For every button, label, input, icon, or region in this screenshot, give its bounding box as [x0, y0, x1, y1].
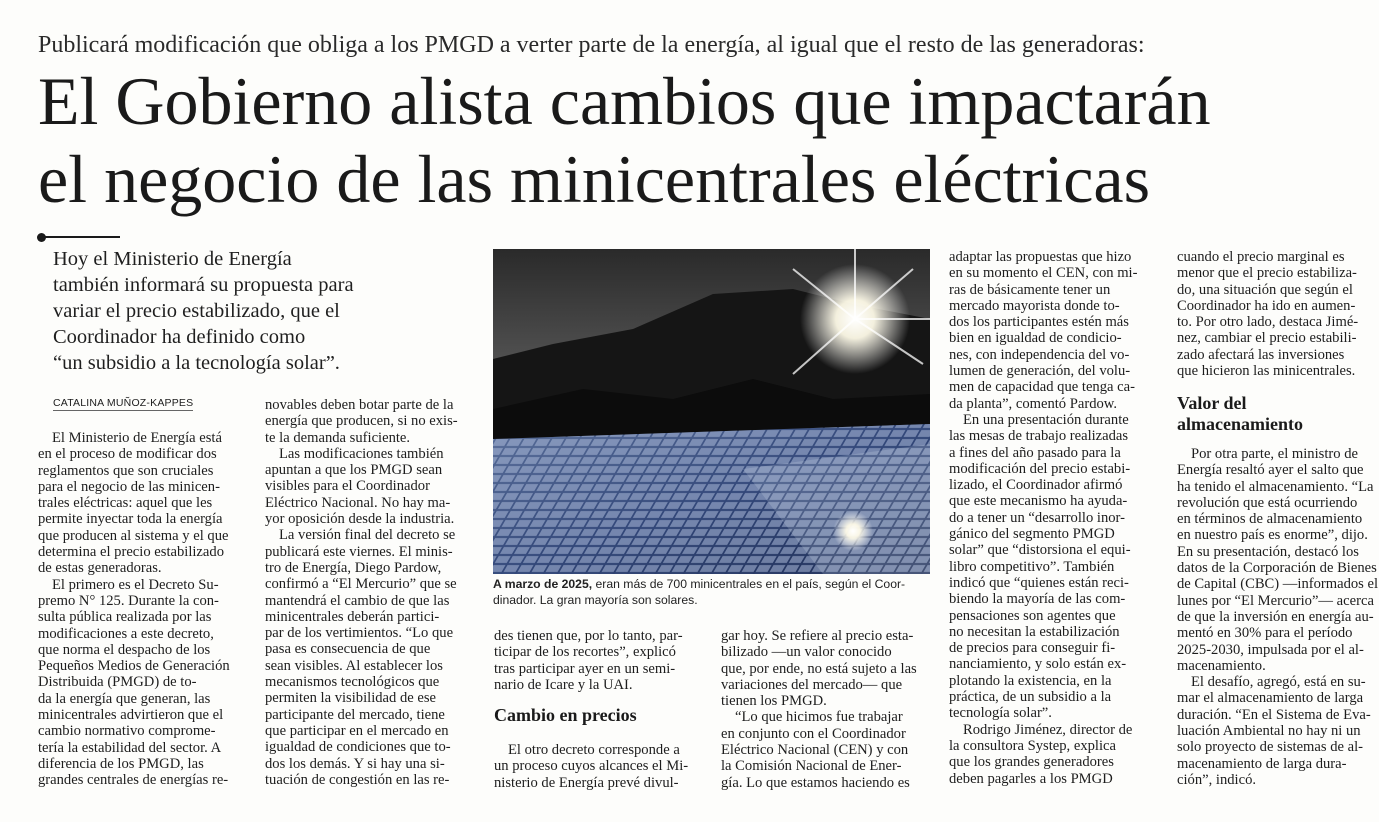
- article-column-3-top: [494, 628, 702, 693]
- article-line: nez, cambiar el precio estabili-: [1177, 330, 1357, 347]
- article-line: tecnología solar”.: [949, 705, 1052, 722]
- article-line: diferencia de los PMGD, las: [38, 755, 204, 772]
- article-line: luación Ambiental no hay ni un: [1177, 723, 1361, 740]
- article-line: datos de la Corporación de Bienes: [1177, 560, 1377, 577]
- article-line: El desafío, agregó, está en su-: [1191, 674, 1366, 691]
- article-line: sulta pública realizada por las: [38, 609, 212, 626]
- article-line: permiten la visibilidad de ese: [265, 690, 437, 707]
- article-line: determina el precio estabilizado: [38, 544, 224, 561]
- article-line: En su presentación, destacó los: [1177, 543, 1359, 560]
- article-line: solo proyecto de sistemas de al-: [1177, 739, 1364, 756]
- article-line: publicará este viernes. El minis-: [265, 543, 453, 560]
- article-line: minicentrales advirtieron que el: [38, 707, 224, 724]
- article-line: ras de básicamente tener un: [949, 281, 1111, 298]
- article-line: revolución que está ocurriendo: [1177, 494, 1358, 511]
- article-line: ticipar de los recortes”, explicó: [494, 644, 676, 661]
- article-line: permite inyectar toda la energía: [38, 511, 223, 528]
- article-line: bilizado —un valor conocido: [721, 644, 892, 661]
- article-line: tienen los PMGD.: [721, 693, 827, 710]
- solar-panels-image: [493, 249, 930, 574]
- article-line: en términos de almacenamiento: [1177, 511, 1363, 528]
- byline: CATALINA MUÑOZ-KAPPES: [53, 397, 194, 409]
- article-line: to. Por otro lado, destaca Jimé-: [1177, 314, 1359, 331]
- article-line: igualdad de condiciones que to-: [265, 739, 451, 756]
- article-line: Pequeños Medios de Generación: [38, 658, 230, 675]
- article-line: par de los vertimientos. “Lo que: [265, 625, 454, 642]
- article-line: Eléctrico Nacional (CEN) y con: [721, 742, 909, 759]
- article-line: las mesas de trabajo realizadas: [949, 428, 1129, 445]
- article-line: 2025-2030, impulsada por el al-: [1177, 641, 1364, 658]
- article-line: El otro decreto corresponde a: [508, 742, 680, 758]
- article-line: un proceso cuyos alcances el Mi-: [494, 758, 689, 775]
- kicker: Publicará modificación que obliga a los PMGD a verter parte de la energía, al igual que el resto de las generadoras:: [38, 32, 1145, 58]
- article-line: confirmó a “El Mercurio” que se: [265, 576, 457, 593]
- article-line: no necesitan la estabilización: [949, 623, 1120, 640]
- article-line: yor oposición desde la industria.: [265, 511, 455, 528]
- article-line: en nuestro país es enorme”, dijo.: [1177, 527, 1368, 544]
- article-line: que producen al sistema y el que: [38, 527, 229, 544]
- article-line: en su momento el CEN, con mi-: [949, 265, 1138, 282]
- article-line: plotando la existencia, en la: [949, 672, 1112, 689]
- article-line: premo N° 125. Durante la con-: [38, 592, 219, 609]
- article-line: do, una situación que según el: [1177, 281, 1353, 298]
- subhead-line: almacenamiento: [1177, 414, 1303, 434]
- article-line: lizado, el Coordinador afirmó: [949, 477, 1123, 494]
- article-line: para el negocio de las minicen-: [38, 478, 220, 495]
- caption-line: dinador. La gran mayoría son solares.: [493, 593, 698, 607]
- article-line: ha tenido el almacenamiento. “La: [1177, 478, 1374, 495]
- article-line: cuando el precio marginal es: [1177, 249, 1345, 265]
- article-line: bien en igualdad de condicio-: [949, 330, 1122, 347]
- article-line: des tienen que, por lo tanto, par-: [494, 628, 683, 644]
- article-line: a fines del año pasado para la: [949, 444, 1121, 461]
- article-line: que los grandes generadores: [949, 754, 1114, 771]
- deck-line: Hoy el Ministerio de Energía: [53, 248, 292, 270]
- article-line: El primero es el Decreto Su-: [52, 576, 219, 593]
- article-line: la Comisión Nacional de Ener-: [721, 758, 902, 775]
- article-line: libro competitivo”. También: [949, 558, 1115, 575]
- article-line: mar el almacenamiento de larga: [1177, 690, 1364, 707]
- article-line: cambio normativo comprome-: [38, 723, 216, 740]
- article-line: novables deben botar parte de la: [265, 397, 454, 413]
- article-line: grandes centrales de energías re-: [38, 772, 229, 789]
- caption-text: eran más de 700 minicentrales en el país, según el Coor-: [592, 577, 906, 591]
- article-column-1: [38, 430, 246, 789]
- article-line: energía que producen, si no exis-: [265, 413, 458, 430]
- article-line: biendo la mayoría de las com-: [949, 591, 1126, 608]
- article-line: apuntan a que los PMGD sean: [265, 462, 443, 479]
- article-line: Distribuida (PMGD) de to-: [38, 674, 197, 691]
- article-line: deben pagarles a los PMGD: [949, 770, 1113, 787]
- article-line: pasa es consecuencia de que: [265, 641, 431, 658]
- article-line: en el proceso de modificar dos: [38, 446, 217, 463]
- article-line: mentó en 30% para el período: [1177, 625, 1353, 642]
- article-line: menor que el precio estabiliza-: [1177, 265, 1357, 282]
- article-line: que, por ende, no está sujeto a las: [721, 660, 917, 677]
- article-line: Eléctrico Nacional. No hay ma-: [265, 494, 451, 511]
- photo-caption: [493, 576, 933, 608]
- article-column-4: [721, 628, 929, 791]
- article-line: Las modificaciones también: [279, 445, 444, 462]
- article-line: da la energía que generan, las: [38, 690, 211, 707]
- article-line: gía. Lo que estamos haciendo es: [721, 774, 910, 791]
- article-line: lumen de generación, del volu-: [949, 363, 1131, 380]
- article-line: nanciamiento, y solo están ex-: [949, 656, 1127, 673]
- article-line: que hicieron las minicentrales.: [1177, 363, 1356, 380]
- article-line: lunes por “El Mercurio”— acerca: [1177, 592, 1374, 609]
- article-line: “Lo que hicimos fue trabajar: [735, 709, 903, 726]
- article-line: men de capacidad que tenga ca-: [949, 379, 1135, 396]
- article-line: solar” que “distorsiona el equi-: [949, 542, 1131, 559]
- article-line: de estas generadoras.: [38, 560, 162, 577]
- deck-line: también informará su propuesta para: [53, 274, 354, 296]
- article-line: zado afectará las inversiones: [1177, 346, 1345, 363]
- caption-line: [493, 576, 933, 592]
- article-line: visibles para el Coordinador: [265, 478, 430, 495]
- article-line: En una presentación durante: [963, 411, 1129, 428]
- section-subhead-almacenamiento: [1177, 393, 1303, 435]
- article-line: duración. “En el Sistema de Eva-: [1177, 706, 1371, 723]
- article-line: minicentrales deberán partici-: [265, 608, 440, 625]
- article-line: nes, con independencia del vo-: [949, 346, 1130, 363]
- article-line: El Ministerio de Energía está: [52, 430, 222, 446]
- deck-line: variar el precio estabilizado, que el: [53, 300, 340, 322]
- article-line: variaciones del mercado— que: [721, 676, 903, 693]
- article-line: de que la inversión en energía au-: [1177, 608, 1374, 625]
- article-line: nisterio de Energía prevé divul-: [494, 774, 679, 791]
- solar-panels-photo: [493, 249, 930, 574]
- article-line: práctica, de un subsidio a la: [949, 689, 1112, 706]
- article-line: tro de Energía, Diego Pardow,: [265, 559, 442, 576]
- deck-rule-line: [44, 236, 120, 238]
- article-line: trales eléctricas: aquel que les: [38, 495, 213, 512]
- article-line: adaptar las propuestas que hizo: [949, 249, 1132, 265]
- article-column-6-bottom: [1177, 446, 1379, 788]
- article-line: sean visibles. Al establecer los: [265, 657, 443, 674]
- article-line: La versión final del decreto se: [279, 527, 456, 544]
- article-line: ción”, indicó.: [1177, 771, 1257, 788]
- deck-line: Coordinador ha definido como: [53, 326, 306, 348]
- deck-line: “un subsidio a la tecnología solar”.: [53, 352, 340, 374]
- article-column-3-bottom: [494, 742, 702, 791]
- article-column-5: [949, 249, 1159, 787]
- article-line: macenamiento.: [1177, 657, 1266, 674]
- article-line: participante del mercado, tiene: [265, 706, 445, 723]
- article-line: modificación del precio estabi-: [949, 460, 1131, 477]
- article-line: Energía resaltó ayer el salto que: [1177, 462, 1364, 479]
- article-line: do a tener un “desarrollo inor-: [949, 509, 1125, 526]
- article-line: pensaciones son agentes que: [949, 607, 1116, 624]
- article-column-6-top: [1177, 249, 1379, 379]
- headline-line: el negocio de las minicentrales eléctricas: [38, 141, 1151, 217]
- article-line: de Capital (CBC) —informados el: [1177, 576, 1379, 593]
- article-line: reglamentos que son cruciales: [38, 462, 214, 479]
- article-line: tuación de congestión en las re-: [265, 771, 450, 788]
- article-line: mantendrá el cambio de que las: [265, 592, 450, 609]
- article-line: que este mecanismo ha ayuda-: [949, 493, 1128, 510]
- headline-line: El Gobierno alista cambios que impactarán: [38, 63, 1211, 139]
- article-line: dos los participantes estén más: [949, 314, 1129, 331]
- article-column-2: [265, 397, 473, 788]
- article-line: de precios para conseguir fi-: [949, 640, 1116, 657]
- article-line: mecanismos tecnológicos que: [265, 674, 440, 691]
- article-line: da planta”, comentó Pardow.: [949, 395, 1118, 412]
- article-line: mercado mayorista donde to-: [949, 297, 1120, 314]
- article-line: te la demanda suficiente.: [265, 429, 411, 446]
- article-line: gar hoy. Se refiere al precio esta-: [721, 628, 914, 644]
- article-line: tras participar ayer en un semi-: [494, 660, 676, 677]
- subhead-line: Valor del: [1177, 393, 1247, 413]
- article-line: la consultora Systep, explica: [949, 737, 1116, 754]
- section-subhead-cambio: Cambio en precios: [494, 705, 637, 725]
- article-line: dos los demás. Y si hay una si-: [265, 755, 445, 772]
- article-line: macenamiento de larga dura-: [1177, 755, 1347, 772]
- article-line: Rodrigo Jiménez, director de: [963, 721, 1133, 738]
- caption-lead: A marzo de 2025,: [493, 577, 593, 591]
- article-line: tería la estabilidad del sector. A: [38, 739, 222, 756]
- article-line: en conjunto con el Coordinador: [721, 725, 906, 742]
- article-line: Por otra parte, el ministro de: [1191, 446, 1358, 462]
- article-line: Coordinador ha ido en aumen-: [1177, 297, 1356, 314]
- article-line: nario de Icare y la UAI.: [494, 676, 633, 693]
- article-line: modificaciones a este decreto,: [38, 625, 214, 642]
- article-line: gánico del segmento PMGD: [949, 526, 1115, 543]
- article-line: que norma el despacho de los: [38, 641, 211, 658]
- article-line: que participar en el mercado en: [265, 722, 449, 739]
- deck: [53, 246, 473, 376]
- headline: [38, 62, 1211, 218]
- article-line: indicó que “quienes están reci-: [949, 574, 1129, 591]
